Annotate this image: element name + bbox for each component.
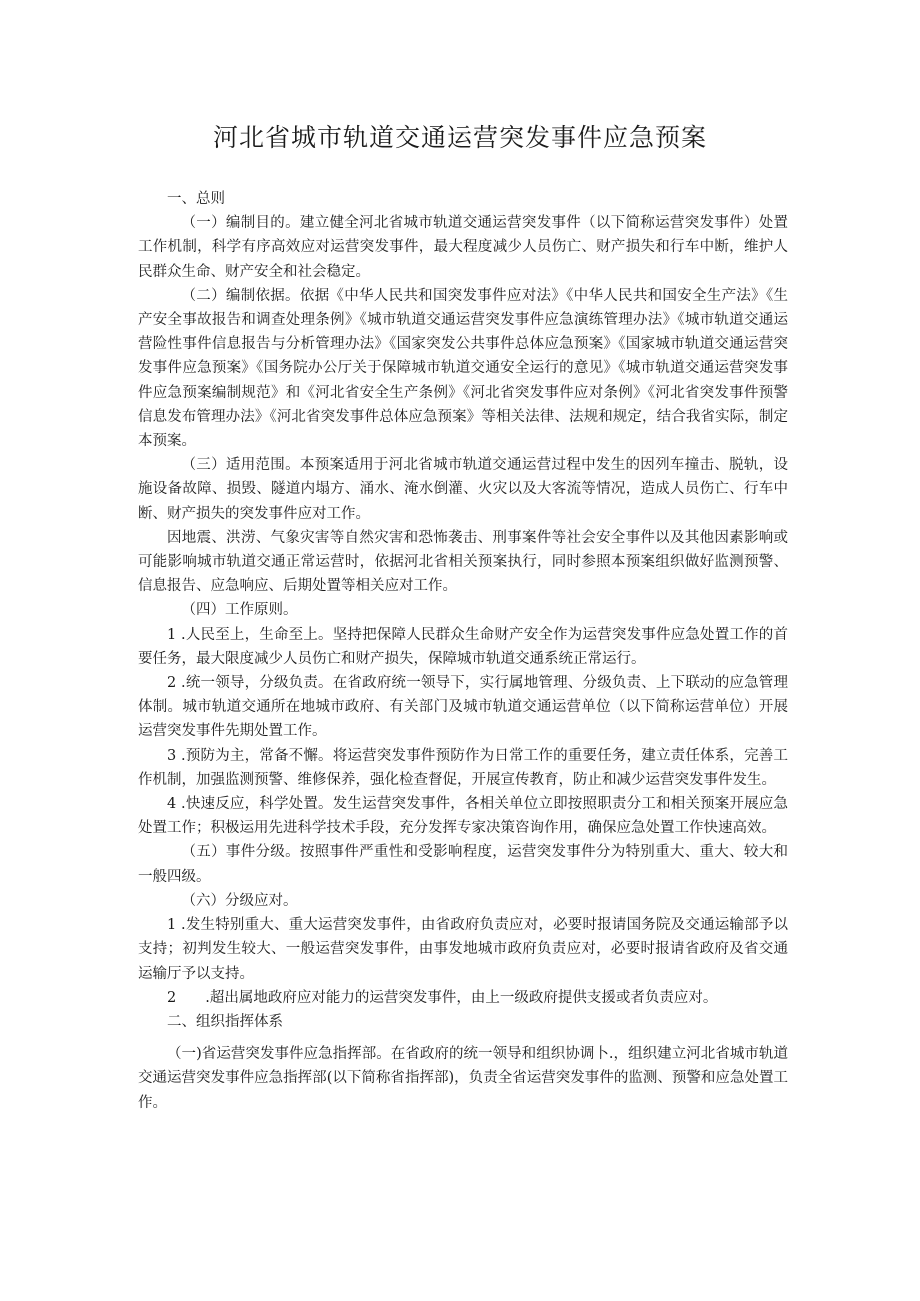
paragraph-response-1: 1 .发生特别重大、重大运营突发事件，由省政府负责应对，必要时报请国务院及交通运输部予以支持；初判发生较大、一般运营突发事件，由事发地城市政府负责应对，必要时报请省政府及省交通运输厅予以支持。 xyxy=(138,917,788,982)
paragraph-principle-4: 4 .快速反应，科学处置。发生运营突发事件，各相关单位立即按照职责分工和相关预案开展应急处置工作；积极运用先进科学技术手段，充分发挥专家决策咨询作用，确保应急处置工作快速高效。 xyxy=(138,796,788,837)
section-heading-general: 一、总则 xyxy=(167,191,225,207)
paragraph-scope: （三）适用范围。本预案适用于河北省城市轨道交通运营过程中发生的因列车撞击、脱轨，设施设备故障、损毁、隧道内塌方、涌水、淹水倒灌、火灾以及大客流等情况，造成人员伤亡、行车中断、财产损失的突发事件应对工作。 xyxy=(138,457,788,522)
section-heading-organization: 二、组织指挥体系 xyxy=(167,1013,283,1030)
paragraph-provincial-command: （一)省运营突发事件应急指挥部。在省政府的统一领导和组织协调卜.，组织建立河北省城市轨道交通运营突发事件应急指挥部(以下简称省指挥部)，负责全省运营突发事件的监测、预警和应急处置工作。 xyxy=(138,1046,788,1111)
paragraph-scope-supplement: 因地震、洪涝、气象灾害等自然灾害和恐怖袭击、刑事案件等社会安全事件以及其他因素影响或可能影响城市轨道交通正常运营时，依据河北省相关预案执行，同时参照本预案组织做好监测预警、信息报告、应急响应、后期处置等相关应对工作。 xyxy=(138,529,788,595)
paragraph-purpose: （一）编制目的。建立健全河北省城市轨道交通运营突发事件（以下简称运营突发事件）处置工作机制，科学有序高效应对运营突发事件，最大程度减少人员伤亡、财产损失和行车中断，维护人民群众生命、财产安全和社会稳定。 xyxy=(138,215,788,280)
paragraph-principle-2: 2 .统一领导，分级负责。在省政府统一领导下，实行属地管理、分级负责、上下联动的应急管理体制。城市轨道交通所在地城市政府、有关部门及城市轨道交通运营单位（以下简称运营单位）开展运营突发事件先期处置工作。 xyxy=(138,675,788,740)
document-title: 河北省城市轨道交通运营突发事件应急预案 xyxy=(212,123,707,152)
paragraph-principle-1: 1 .人民至上，生命至上。坚持把保障人民群众生命财产安全作为运营突发事件应急处置工作的首要任务，最大限度减少人员伤亡和财产损失，保障城市轨道交通系统正常运行。 xyxy=(138,626,788,667)
paragraph-principle-3: 3 .预防为主，常备不懈。将运营突发事件预防作为日常工作的重要任务，建立责任体系，完善工作机制，加强监测预警、维修保养，强化检查督促，开展宣传教育，防止和减少运营突发事件发生。 xyxy=(138,747,788,788)
document-body xyxy=(138,187,788,1115)
paragraph-basis: （二）编制依据。依据《中华人民共和国突发事件应对法》《中华人民共和国安全生产法》《生产安全事故报告和调查处理条例》《城市轨道交通运营突发事件应急演练管理办法》《城市轨道交通运营险性事件信息报告与分析管理办法》《国家突发公共事件总体应急预案》《国家城市轨道交通运营突发事件应急预案》《国务院办公厅关于保障城市轨道交通安全运行的意见》《城市轨道交通运营突发事件应急预案编制规范》和《河北省安全生产条例》《河北省突发事件应对条例》《河北省突发事件预警信息发布管理办法》《河北省突发事件总体应急预案》等相关法律、法规和规定，结合我省实际，制定本预案。 xyxy=(138,287,788,450)
paragraph-principles-heading: （四）工作原则。 xyxy=(181,602,298,619)
paragraph-grading: （五）事件分级。按照事件严重性和受影响程度，运营突发事件分为特别重大、重大、较大和一般四级。 xyxy=(138,844,788,885)
paragraph-response-2: 2 .超出属地政府应对能力的运营突发事件，由上一级政府提供支援或者负责应对。 xyxy=(167,989,718,1006)
paragraph-response-heading: （六）分级应对。 xyxy=(181,892,298,909)
